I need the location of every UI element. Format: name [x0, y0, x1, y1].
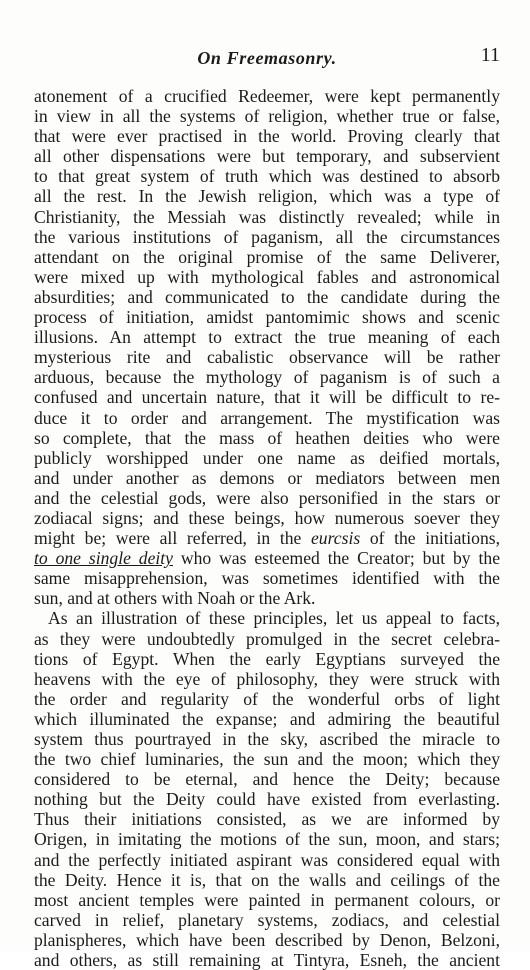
text-line: were mixed up with mythological fables and astronomical: [34, 266, 500, 287]
text-line: that were ever practised in the world. Proving clearly that: [34, 126, 500, 147]
text-line: which illuminated the expanse; and admiring the beautiful: [34, 708, 500, 729]
running-title: On Freemasonry.: [197, 48, 337, 68]
text-line: process of initiation, amidst pantomimic shows and scenic: [34, 307, 500, 328]
text-line: and others, as still remaining at Tintyra, Esneh, the ancient: [34, 950, 500, 970]
text-line: absurdities; and communicated to the candidate during the: [34, 286, 500, 307]
text-line: most ancient temples were painted in permanent colours, or: [34, 889, 500, 910]
text-line: nothing but the Deity could have existed from everlasting.: [34, 789, 500, 810]
text-line: attendant on the original promise of the same Deliverer,: [34, 246, 500, 267]
text-line-with-italic: [34, 548, 500, 568]
italic-phrase-one-single-deity: to one single deity: [34, 548, 173, 569]
text-line: Origen, in imitating the motions of the sun, moon, and stars;: [34, 829, 500, 850]
italic-term-euresis: eurcsis: [310, 528, 361, 549]
text-segment: might be; were all referred, in the: [34, 528, 311, 549]
paragraph-1: [34, 86, 500, 608]
text-line: and under another as demons or mediators between men: [34, 467, 500, 488]
text-line: and the celestial gods, were also personified in the stars or: [34, 487, 500, 508]
text-line: the order and regularity of the wonderful orbs of light: [34, 688, 500, 709]
text-line-with-italic: [34, 528, 500, 548]
text-line: sun, and at others with Noah or the Ark.: [34, 588, 316, 609]
text-line: tions of Egypt. When the early Egyptians surveyed the: [34, 648, 500, 669]
text-line: planispheres, which have been described by Denon, Belzoni,: [34, 929, 500, 950]
text-line: Thus their initiations consisted, as we are informed by: [34, 809, 500, 830]
text-line: mysterious rite and cabalistic observance will be rather: [34, 347, 500, 368]
text-line: heavens with the eye of philosophy, they were struck with: [34, 668, 500, 689]
text-line: all other dispensations were but temporary, and subservient: [34, 146, 500, 167]
text-line: same misapprehension, was sometimes identified with the: [34, 568, 500, 589]
text-line: publicly worshipped under one name as deified mortals,: [34, 447, 500, 468]
text-line: to that great system of truth which was destined to absorb: [34, 166, 500, 187]
text-line: as they were undoubtedly promulged in the secret celebra-: [34, 628, 500, 649]
page-number: 11: [480, 44, 500, 66]
text-line: carved in relief, planetary systems, zodiacs, and celestial: [34, 909, 500, 930]
text-line: the Deity. Hence it is, that on the walls and ceilings of the: [34, 869, 500, 890]
paragraph-2: [34, 608, 500, 970]
text-line: considered to be eternal, and hence the Deity; because: [34, 769, 500, 790]
text-line: all the rest. In the Jewish religion, which was a type of: [34, 186, 500, 207]
text-line: duce it to order and arrangement. The mystification was: [34, 407, 500, 428]
text-line: arduous, because the mythology of paganism is of such a: [34, 367, 500, 388]
text-line: so complete, that the mass of heathen deities who were: [34, 427, 500, 448]
text-line: zodiacal signs; and these beings, how numerous soever they: [34, 507, 500, 528]
text-line: the two chief luminaries, the sun and the moon; which they: [34, 749, 500, 770]
text-line: in view in all the systems of religion, whether true or false,: [34, 106, 500, 127]
text-line: system thus pourtrayed in the sky, ascribed the miracle to: [34, 729, 500, 749]
text-line: Christianity, the Messiah was distinctly revealed; while in: [34, 206, 500, 227]
text-line: As an illustration of these principles, let us appeal to facts,: [48, 608, 500, 629]
page-header: [34, 44, 500, 74]
text-segment: who was esteemed the Creator; but by the: [173, 548, 500, 569]
body-text: [34, 86, 500, 970]
text-line: the various institutions of paganism, all the circumstances: [34, 226, 500, 247]
text-line: confused and uncertain nature, that it will be difficult to re-: [34, 387, 500, 408]
text-segment: of the initiations,: [360, 528, 500, 549]
text-line: and the perfectly initiated aspirant was considered equal with: [34, 849, 500, 870]
text-line: atonement of a crucified Redeemer, were kept permanently: [34, 86, 500, 106]
text-line: illusions. An attempt to extract the true meaning of each: [34, 327, 500, 348]
